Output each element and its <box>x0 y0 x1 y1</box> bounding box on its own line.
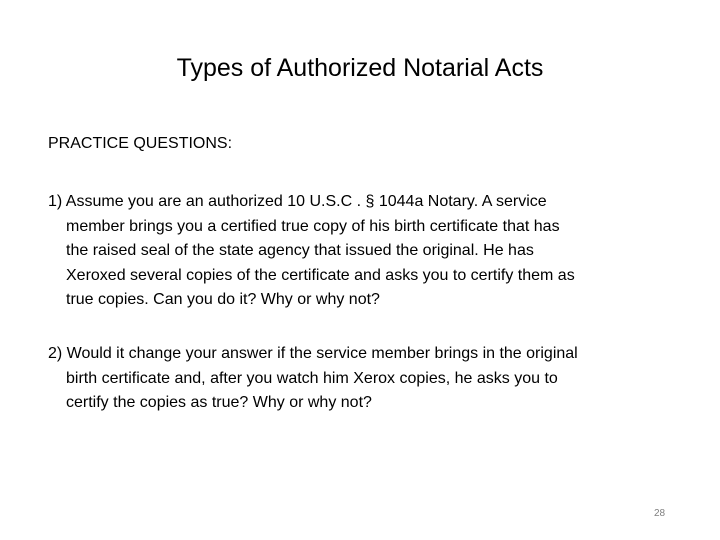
question-2 <box>48 342 688 416</box>
question-line: 2) Would it change your answer if the service member brings in the original <box>48 345 578 362</box>
question-line: Xeroxed several copies of the certificate and asks you to certify them as <box>66 266 575 284</box>
question-line: 1) Assume you are an authorized 10 U.S.C . § 1044a Notary. A service <box>48 193 547 210</box>
slide-title: Types of Authorized Notarial Acts <box>176 54 544 82</box>
question-line: the raised seal of the state agency that issued the original. He has <box>66 242 534 259</box>
page-number: 28 <box>654 508 666 519</box>
question-line: member brings you a certified true copy of his birth certificate that has <box>66 217 560 235</box>
question-1 <box>48 190 688 313</box>
question-line: true copies. Can you do it? Why or why not? <box>66 291 380 308</box>
section-heading: PRACTICE QUESTIONS: <box>48 135 233 152</box>
question-line: certify the copies as true? Why or why not? <box>66 394 372 411</box>
question-line: birth certificate and, after you watch him Xerox copies, he asks you to <box>66 369 558 387</box>
